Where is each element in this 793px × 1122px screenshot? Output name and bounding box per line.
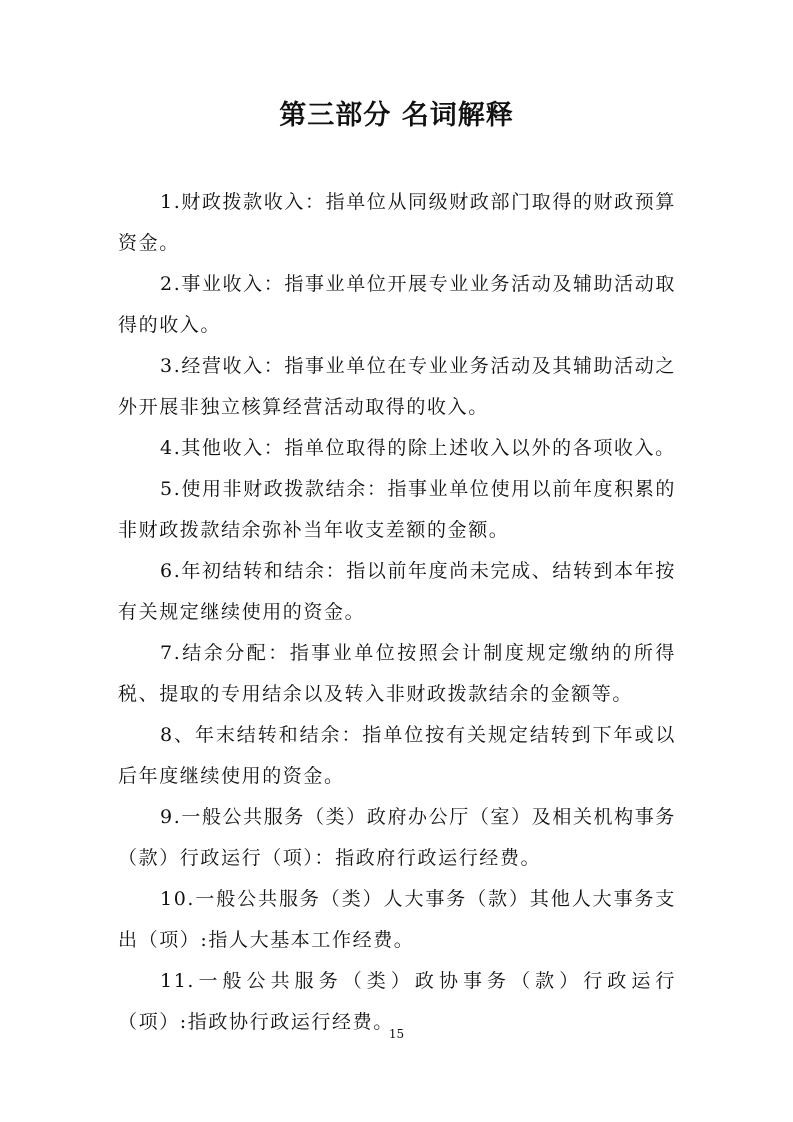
definition-item-3: 3.经营收入：指事业单位在专业业务活动及其辅助活动之外开展非独立核算经营活动取得的收入。 [118, 355, 676, 418]
page-title: 第三部分 名词解释 [279, 100, 514, 131]
definition-item-7: 7.结余分配：指事业单位按照会计制度规定缴纳的所得税、提取的专用结余以及转入非财政拨款结余的金额等。 [118, 642, 676, 705]
definition-item-11: 11.一般公共服务（类）政协事务（款）行政运行（项）:指政协行政运行经费。 [118, 970, 676, 1033]
definition-item-8: 8、年末结转和结余：指单位按有关规定结转到下年或以后年度继续使用的资金。 [118, 724, 676, 787]
definitions-list [118, 182, 676, 1043]
definition-item-4: 4.其他收入：指单位取得的除上述收入以外的各项收入。 [160, 437, 676, 459]
page-number: 15 [388, 1027, 405, 1041]
definition-item-2: 2.事业收入：指事业单位开展专业业务活动及辅助活动取得的收入。 [118, 273, 676, 336]
definition-item-5: 5.使用非财政拨款结余：指事业单位使用以前年度积累的非财政拨款结余弥补当年收支差额的金额。 [118, 478, 676, 541]
definition-item-10: 10.一般公共服务（类）人大事务（款）其他人大事务支出（项）:指人大基本工作经费。 [118, 888, 676, 951]
definition-item-9: 9.一般公共服务（类）政府办公厅（室）及相关机构事务（款）行政运行（项）：指政府行政运行经费。 [118, 806, 676, 869]
definition-item-1: 1.财政拨款收入：指单位从同级财政部门取得的财政预算资金。 [118, 191, 676, 254]
definition-item-6: 6.年初结转和结余：指以前年度尚未完成、结转到本年按有关规定继续使用的资金。 [118, 560, 676, 623]
